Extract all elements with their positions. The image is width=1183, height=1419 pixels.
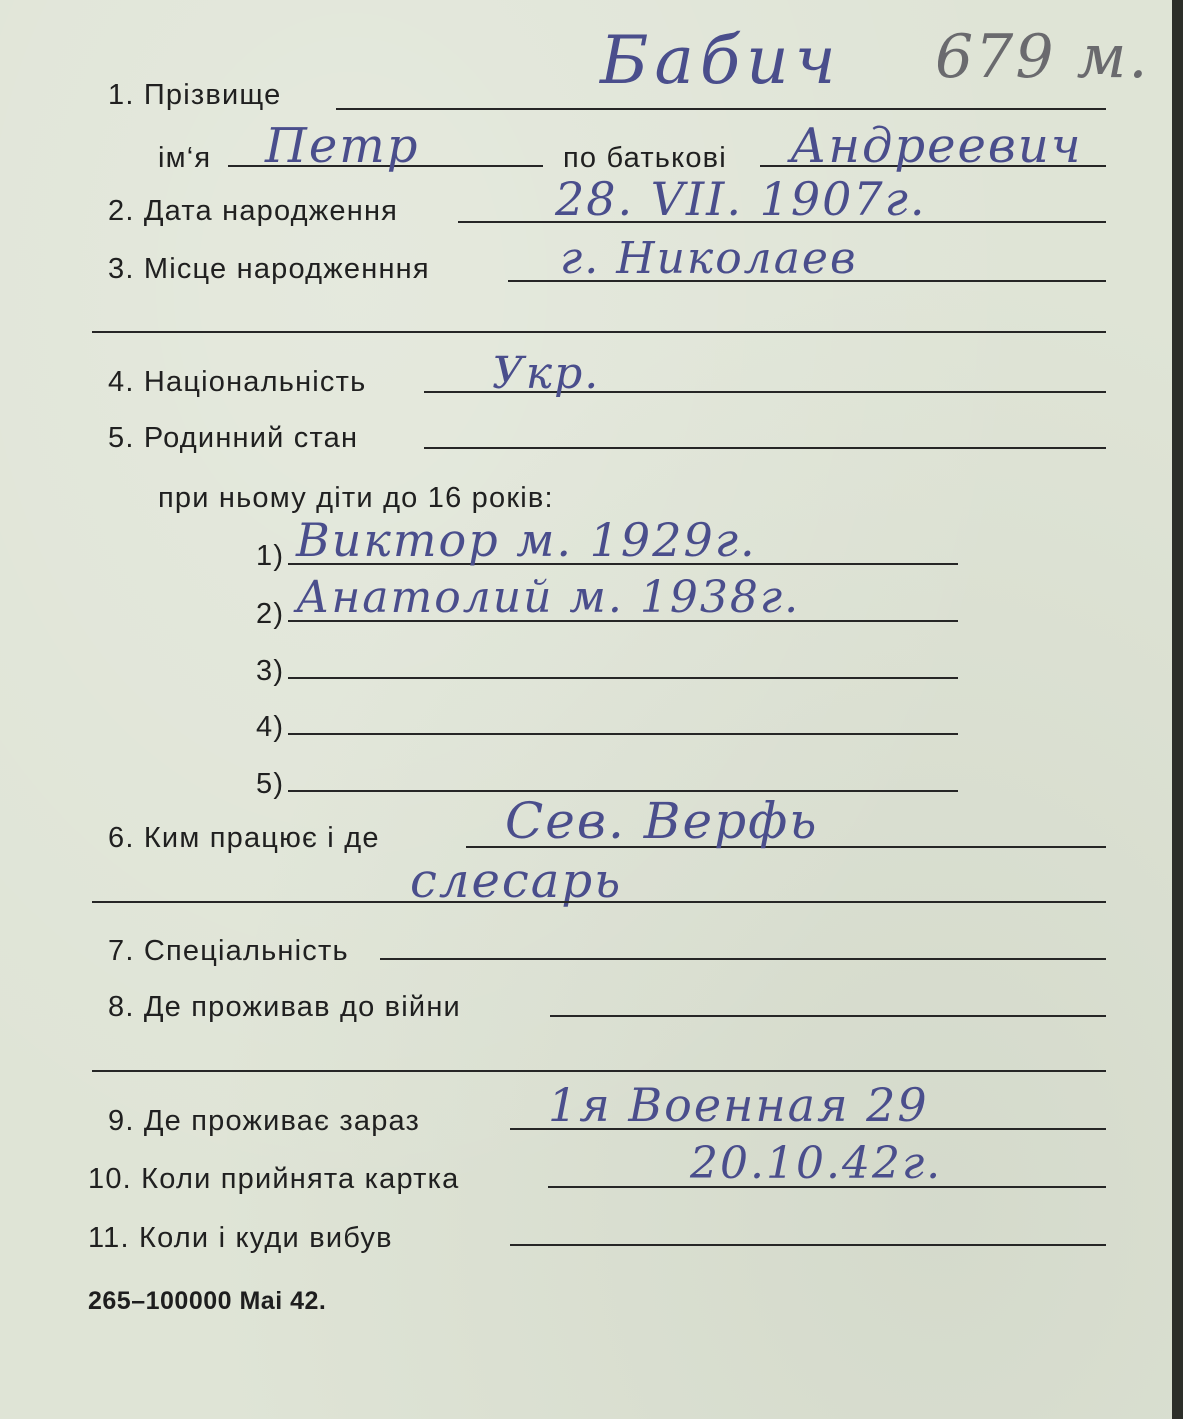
patronymic-label: по батькові <box>563 142 727 174</box>
surname-value: Бабич <box>600 22 842 99</box>
nationality-value: Укр. <box>492 348 601 399</box>
departed-line <box>510 1244 1106 1246</box>
work-value: Сев. Верфь <box>505 792 819 850</box>
birth-date-value: 28. VII. 1907г. <box>555 172 927 226</box>
current-residence-value: 1я Военная 29 <box>548 1078 929 1132</box>
current-residence-label: 9. Де проживає зараз <box>108 1105 421 1137</box>
work-label: 6. Ким працює і де <box>108 822 380 854</box>
children-label: при ньому діти до 16 років: <box>158 482 554 514</box>
work-line-2 <box>92 901 1106 903</box>
marital-status-line <box>424 447 1106 449</box>
card-accepted-value: 20.10.42г. <box>690 1138 943 1189</box>
surname-line <box>336 108 1106 110</box>
birth-date-label: 2. Дата народження <box>108 195 399 227</box>
child-4-label: 4) <box>256 711 285 743</box>
prewar-residence-line-2 <box>92 1070 1106 1072</box>
prewar-residence-line <box>550 1015 1106 1017</box>
departed-label: 11. Коли і куди вибув <box>88 1222 393 1254</box>
marital-status-label: 5. Родинний стан <box>108 422 359 454</box>
prewar-residence-label: 8. Де проживав до війни <box>108 991 461 1023</box>
birth-place-label: 3. Місце народженння <box>108 253 430 285</box>
child-5-label: 5) <box>256 768 285 800</box>
birth-place-value: г. Николаев <box>560 233 858 284</box>
printer-imprint: 265–100000 Mai 42. <box>88 1287 327 1315</box>
name-label: ім‘я <box>158 142 212 174</box>
surname-label: 1. Прізвище <box>108 79 282 111</box>
child-2-value: Анатолий м. 1938г. <box>296 572 801 623</box>
child-3-label: 3) <box>256 655 285 687</box>
card-edge <box>1172 0 1183 1419</box>
child-1-label: 1) <box>256 540 285 572</box>
child-1-value: Виктор м. 1929г. <box>296 513 757 567</box>
child-3-line <box>288 677 958 679</box>
record-number: 679 м. <box>935 22 1150 92</box>
birth-place-line-2 <box>92 331 1106 333</box>
child-2-label: 2) <box>256 598 285 630</box>
card-accepted-label: 10. Коли прийнята картка <box>88 1163 460 1195</box>
patronymic-value: Андреевич <box>790 118 1083 174</box>
specialty-line <box>380 958 1106 960</box>
specialty-label: 7. Спеціальність <box>108 935 349 967</box>
child-4-line <box>288 733 958 735</box>
work-position-value: слесарь <box>410 853 623 909</box>
nationality-label: 4. Національність <box>108 366 367 398</box>
name-value: Петр <box>265 118 420 174</box>
